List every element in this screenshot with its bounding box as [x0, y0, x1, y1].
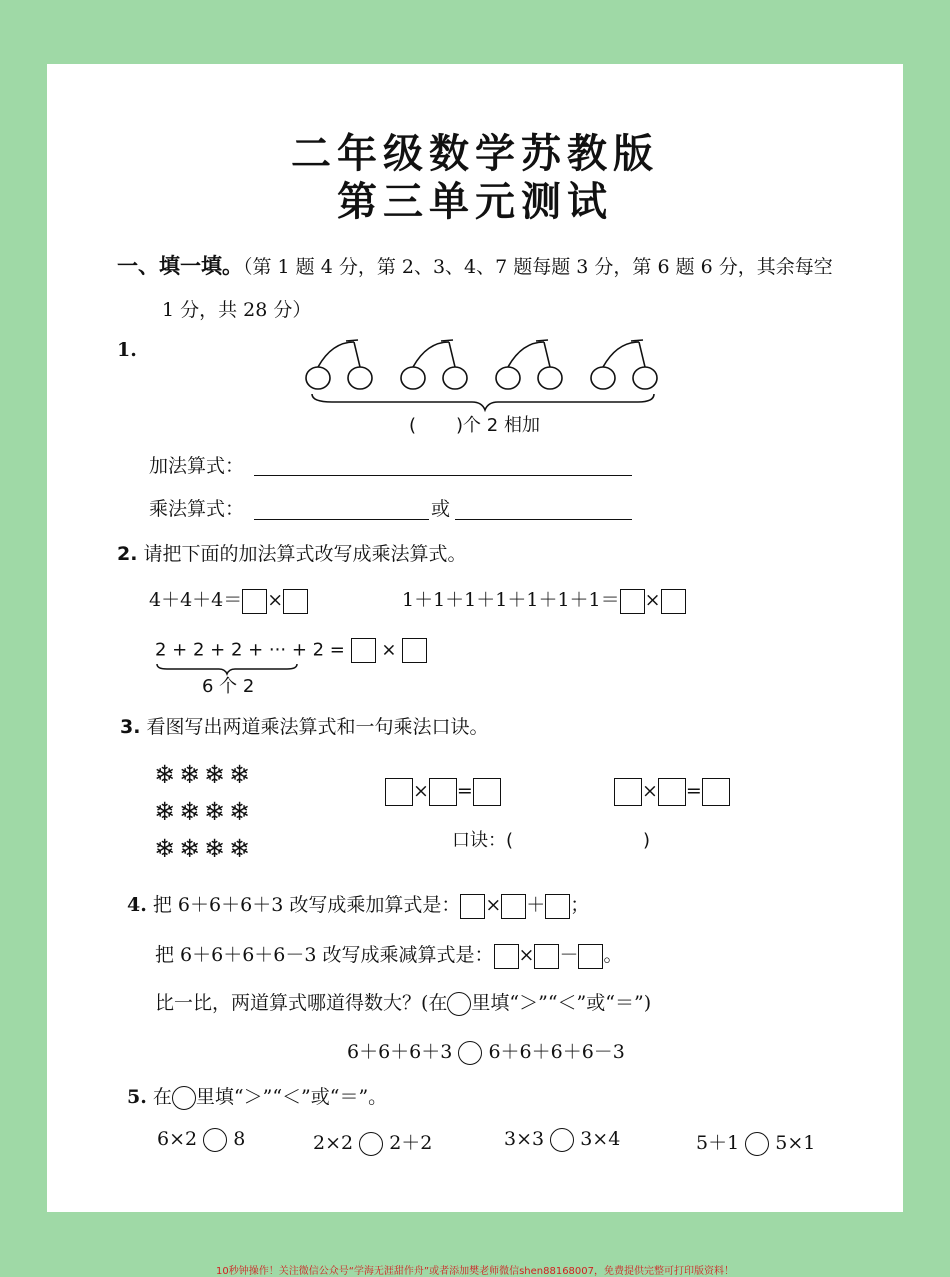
q2-line — [117, 539, 467, 566]
q5-item2-circle[interactable] — [359, 1132, 383, 1156]
q5-item1-circle[interactable] — [203, 1128, 227, 1152]
q5-circle-legend-icon — [172, 1086, 196, 1110]
q3-eq1-box-2[interactable] — [429, 778, 457, 806]
q4-l2-box-2[interactable] — [534, 944, 559, 969]
q3-eq-1: × = — [385, 778, 501, 806]
q5-item-3: 3×3 3×4 — [504, 1128, 621, 1150]
cherry-pair-4 — [591, 340, 657, 389]
title-line-2: 第三单元测试 — [337, 179, 613, 225]
q3-text: 看图写出两道乘法算式和一句乘法口诀。 — [146, 716, 489, 738]
q2-text: 请把下面的加法算式改写成乘法算式。 — [143, 543, 467, 565]
q2-b-box-2[interactable] — [661, 589, 686, 614]
q2-b-box-1[interactable] — [620, 589, 645, 614]
q4-number: 4. — [127, 894, 147, 916]
title-line-1: 二年级数学苏教版 — [291, 131, 659, 177]
q5-item-1: 6×2 8 — [157, 1128, 246, 1150]
q2-c-box-1[interactable] — [351, 638, 376, 663]
q1-or: 或 — [431, 498, 451, 520]
q2-expr-a: 4＋4＋4＝ × — [149, 585, 308, 614]
worksheet-paper — [47, 64, 903, 1212]
q4-compare-line: 比一比，两道算式哪道得数大？(在 里填“＞”“＜”或“＝”) — [155, 992, 652, 1014]
q2-number: 2. — [117, 543, 138, 565]
snowflake-row-3: ❄❄❄❄ — [154, 834, 254, 863]
cherries-brace — [312, 394, 654, 410]
q3-number: 3. — [120, 716, 141, 738]
q2-c-box-2[interactable] — [402, 638, 427, 663]
q4-circle-legend-icon — [447, 992, 471, 1016]
section-note-1: （第 1 题 4 分，第 2、3、4、7 题每题 3 分，第 6 题 6 分，其余每空 — [243, 256, 833, 278]
q2-a-box-2[interactable] — [283, 589, 308, 614]
q5-item3-circle[interactable] — [550, 1128, 574, 1152]
q5-number: 5. — [127, 1086, 147, 1108]
q2-brace-label: 6 个 2 — [202, 676, 255, 697]
q5-item4-circle[interactable] — [745, 1132, 769, 1156]
section-heading-line — [117, 250, 833, 280]
q2-a-box-1[interactable] — [242, 589, 267, 614]
q3-eq1-box-3[interactable] — [473, 778, 501, 806]
q3-eq2-box-2[interactable] — [658, 778, 686, 806]
q4-line-1: 4. 把 6＋6＋6＋3 改写成乘加算式是： × ＋ ； — [127, 890, 589, 919]
q3-line — [120, 712, 489, 739]
q2-expr-b: 1＋1＋1＋1＋1＋1＋1＝ × — [402, 585, 686, 614]
q1-mul-label: 乘法算式： — [149, 498, 245, 520]
q4-l2-box-3[interactable] — [578, 944, 603, 969]
q4-compare-expr: 6＋6＋6＋3 6＋6＋6＋6－3 — [347, 1041, 625, 1063]
q2-expr-c: 2 + 2 + 2 + ··· + 2 = × — [155, 638, 427, 663]
cherry-pair-3 — [496, 340, 562, 389]
q1-caption: ( )个 2 相加 — [409, 415, 540, 436]
q1-add-label: 加法算式： — [149, 455, 245, 477]
snowflake-row-1: ❄❄❄❄ — [154, 760, 254, 789]
section-heading: 一、填一填。 — [117, 254, 243, 278]
q4-l1-box-2[interactable] — [501, 894, 526, 919]
q4-line-2: 把 6＋6＋6＋6－3 改写成乘减算式是： × － 。 — [155, 940, 622, 969]
cherries-figure — [302, 336, 672, 416]
q3-eq1-box-1[interactable] — [385, 778, 413, 806]
q1-mul-answer-line-1[interactable] — [254, 519, 429, 520]
cherry-pair-1 — [306, 340, 372, 389]
snowflake-row-2: ❄❄❄❄ — [154, 797, 254, 826]
q3-mnemonic: 口诀：( ) — [452, 830, 651, 851]
footer-notice: 10秒钟操作！关注微信公众号“学海无涯甜作舟”或者添加樊老师微信shen88168007，免费提供完整可打印版资料！ — [215, 1266, 735, 1277]
cherry-pair-2 — [401, 340, 467, 389]
q5-line: 5. 在 里填“＞”“＜”或“＝”。 — [127, 1086, 388, 1108]
q5-item-2: 2×2 2＋2 — [313, 1132, 433, 1154]
q3-eq2-box-3[interactable] — [702, 778, 730, 806]
q4-l2-box-1[interactable] — [494, 944, 519, 969]
q5-item-4: 5＋1 5×1 — [696, 1132, 816, 1154]
q1-add-answer-line[interactable] — [254, 475, 632, 476]
q4-l1-box-1[interactable] — [460, 894, 485, 919]
q1-number: 1. — [117, 339, 137, 361]
q4-l1-box-3[interactable] — [545, 894, 570, 919]
q1-mul-answer-line-2[interactable] — [455, 519, 632, 520]
q3-eq-2: × = — [614, 778, 730, 806]
q4-compare-circle[interactable] — [458, 1041, 482, 1065]
q3-eq2-box-1[interactable] — [614, 778, 642, 806]
section-note-2: 1 分，共 28 分） — [162, 299, 312, 321]
